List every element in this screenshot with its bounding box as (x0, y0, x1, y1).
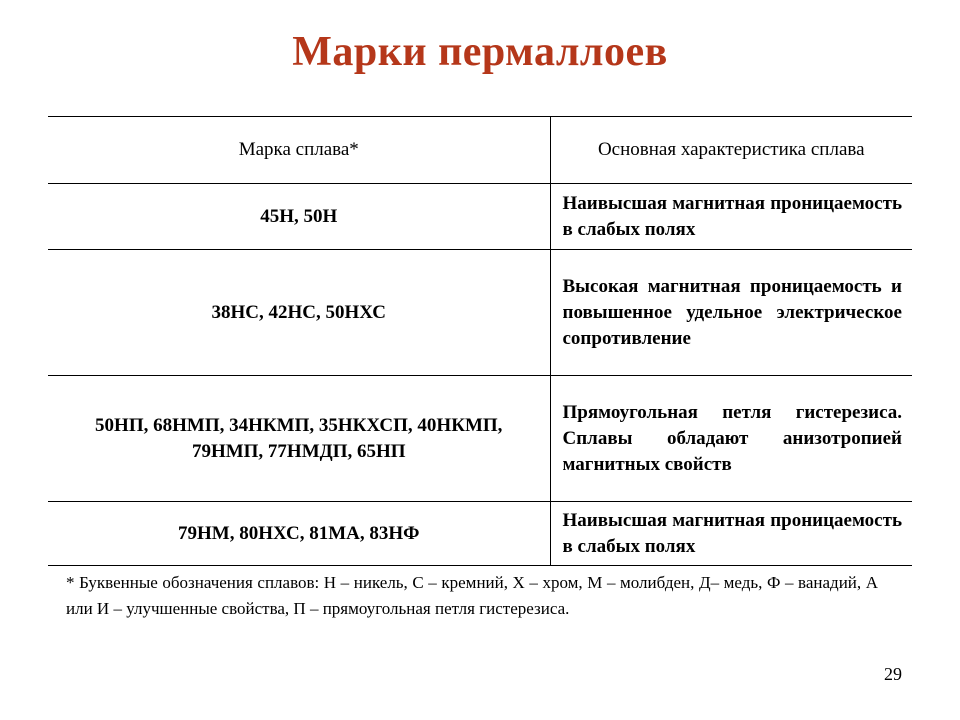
alloy-grade-cell: 38НС, 42НС, 50НХС (48, 250, 550, 376)
alloy-grade-cell: 79НМ, 80НХС, 81МА, 83НФ (48, 502, 550, 566)
table-row (48, 184, 912, 250)
page-number: 29 (884, 664, 902, 684)
footnote: * Буквенные обозначения сплавов: Н – никель, С – кремний, Х – хром, М – молибден, Д– медь, Ф – ванадий, А или И – улучшенные свойства, П – прямоугольная петля гистерезиса. (66, 573, 878, 618)
alloy-grade-cell: 50НП, 68НМП, 34НКМП, 35НКХСП, 40НКМП, 79НМП, 77НМДП, 65НП (48, 376, 550, 502)
table-row (48, 376, 912, 502)
characteristic-cell: Наивысшая магнитная проницаемость в слабых полях (550, 502, 912, 566)
header-grade: Марка сплава* (48, 117, 550, 184)
alloy-grade-cell: 45Н, 50Н (48, 184, 550, 250)
table-row (48, 502, 912, 566)
table-header-row (48, 117, 912, 184)
slide-title: Марки пермаллоев (292, 29, 668, 75)
characteristic-cell: Наивысшая магнитная проницаемость в слабых полях (550, 184, 912, 250)
characteristic-cell: Высокая магнитная проницаемость и повышенное удельное электрическое сопротивление (550, 250, 912, 376)
characteristic-cell: Прямоугольная петля гистерезиса. Сплавы обладают анизотропией магнитных свойств (550, 376, 912, 502)
header-characteristic: Основная характеристика сплава (550, 117, 912, 184)
table-row (48, 250, 912, 376)
alloy-grades-table (48, 116, 912, 566)
